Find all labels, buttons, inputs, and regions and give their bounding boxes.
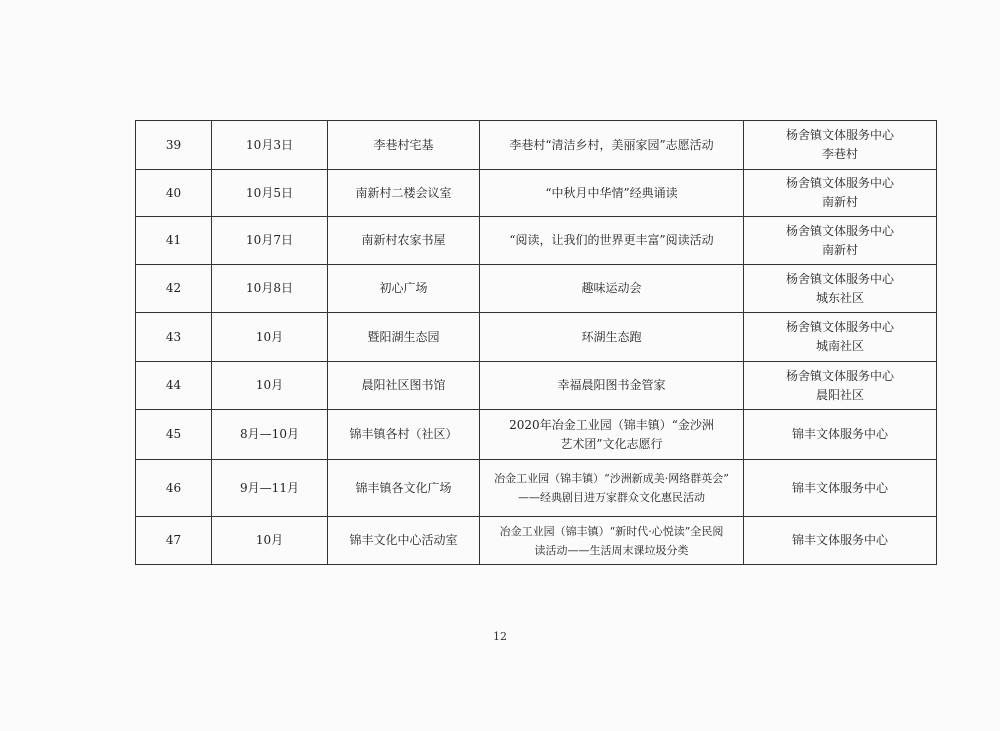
cell-number: 39	[136, 121, 212, 170]
activity-line: 读活动——生活周末课垃圾分类	[534, 543, 689, 557]
cell-date: 9月—11月	[212, 460, 328, 517]
table-row	[136, 265, 937, 313]
table-row	[136, 170, 937, 217]
organizer-line: 李巷村	[821, 147, 858, 161]
cell-activity	[480, 265, 744, 313]
cell-number: 46	[136, 460, 212, 517]
organizer-line: 杨舍镇文体服务中心	[785, 368, 894, 383]
cell-organizer	[744, 121, 937, 170]
table-row	[136, 517, 937, 565]
cell-place: 暨阳湖生态园	[328, 313, 480, 362]
organizer-line: 杨舍镇文体服务中心	[785, 320, 894, 334]
cell-organizer	[744, 265, 937, 313]
cell-activity	[480, 460, 744, 517]
cell-place: 锦丰镇各文化广场	[328, 460, 480, 517]
activity-line: 艺术团”文化志愿行	[560, 436, 663, 451]
cell-date: 10月5日	[212, 170, 328, 217]
table-row	[136, 362, 937, 410]
activity-line: ——经典剧目进万家群众文化惠民活动	[518, 491, 705, 504]
cell-number: 40	[136, 170, 212, 217]
cell-date: 10月	[212, 362, 328, 410]
cell-organizer	[744, 460, 937, 517]
activity-line: 趣味运动会	[581, 281, 642, 295]
cell-place: 初心广场	[328, 265, 480, 313]
cell-date: 10月8日	[212, 265, 328, 313]
page-number: 12	[493, 630, 507, 643]
cell-place: 南新村农家书屋	[328, 217, 480, 265]
organizer-line: 杨舍镇文体服务中心	[785, 176, 894, 190]
organizer-line: 城南社区	[815, 339, 864, 353]
cell-number: 44	[136, 362, 212, 410]
cell-place: 锦丰镇各村（社区）	[328, 410, 480, 460]
cell-number: 47	[136, 517, 212, 565]
cell-activity	[480, 517, 744, 565]
cell-organizer	[744, 410, 937, 460]
cell-date: 10月	[212, 313, 328, 362]
table-row	[136, 460, 937, 517]
table-row	[136, 313, 937, 362]
activity-line: 冶金工业园（锦丰镇）“沙洲新成美·网络群英会”	[494, 472, 729, 485]
organizer-line: 锦丰文体服务中心	[791, 533, 888, 547]
activity-line: 李巷村“清洁乡村，美丽家园”志愿活动	[509, 137, 714, 152]
cell-number: 43	[136, 313, 212, 362]
cell-activity	[480, 362, 744, 410]
table-body	[136, 121, 937, 565]
cell-activity	[480, 217, 744, 265]
cell-activity	[480, 121, 744, 170]
organizer-line: 杨舍镇文体服务中心	[785, 271, 894, 286]
cell-activity	[480, 170, 744, 217]
activity-line: “中秋月中华情”经典诵读	[545, 185, 678, 200]
activity-table	[135, 120, 937, 565]
organizer-line: 锦丰文体服务中心	[791, 480, 888, 495]
cell-date: 10月3日	[212, 121, 328, 170]
activity-line: “阅读，让我们的世界更丰富”阅读活动	[509, 233, 714, 247]
cell-number: 42	[136, 265, 212, 313]
activity-line: 冶金工业园（锦丰镇）“新时代·心悦读”全民阅	[499, 524, 724, 538]
cell-activity	[480, 410, 744, 460]
cell-organizer	[744, 170, 937, 217]
cell-place: 南新村二楼会议室	[328, 170, 480, 217]
cell-organizer	[744, 362, 937, 410]
cell-date: 10月7日	[212, 217, 328, 265]
cell-date: 8月—10月	[212, 410, 328, 460]
table-row	[136, 410, 937, 460]
organizer-line: 城东社区	[815, 290, 864, 305]
cell-activity	[480, 313, 744, 362]
cell-date: 10月	[212, 517, 328, 565]
cell-number: 45	[136, 410, 212, 460]
organizer-line: 锦丰文体服务中心	[791, 427, 888, 441]
cell-place: 晨阳社区图书馆	[328, 362, 480, 410]
organizer-line: 杨舍镇文体服务中心	[785, 128, 894, 142]
cell-place: 李巷村宅基	[328, 121, 480, 170]
cell-organizer	[744, 517, 937, 565]
activity-line: 幸福晨阳图书金管家	[557, 378, 666, 392]
activity-line: 2020年冶金工业园（锦丰镇）“金沙洲	[509, 417, 714, 432]
cell-number: 41	[136, 217, 212, 265]
activity-line: 环湖生态跑	[581, 329, 642, 344]
table-row	[136, 121, 937, 170]
cell-organizer	[744, 313, 937, 362]
cell-place: 锦丰文化中心活动室	[328, 517, 480, 565]
cell-organizer	[744, 217, 937, 265]
organizer-line: 南新村	[821, 195, 858, 209]
organizer-line: 南新村	[821, 242, 858, 257]
organizer-line: 杨舍镇文体服务中心	[785, 223, 894, 238]
organizer-line: 晨阳社区	[815, 387, 864, 402]
table-row	[136, 217, 937, 265]
